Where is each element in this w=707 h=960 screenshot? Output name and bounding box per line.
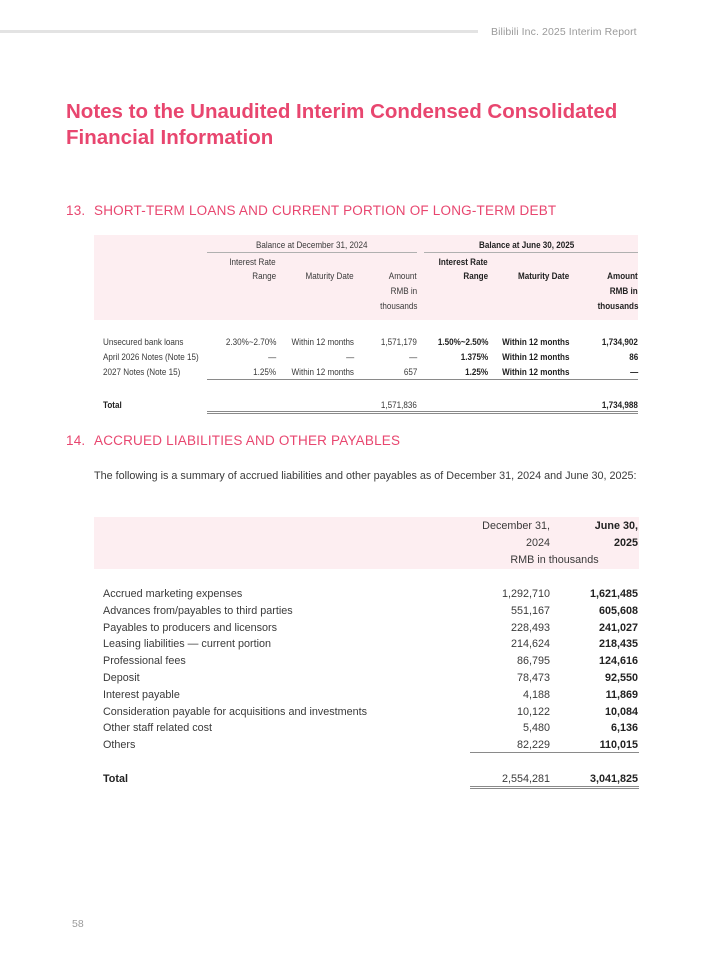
- page-number: 58: [72, 918, 84, 930]
- row-label: Professional fees: [103, 655, 186, 667]
- value-2025: 241,027: [598, 622, 638, 634]
- rate-2024: 2.30%~2.70%: [225, 337, 276, 347]
- col-rate-2024-l1: Interest Rate: [229, 257, 276, 267]
- value-2024: 86,795: [516, 655, 550, 667]
- amount-2025: —: [629, 367, 638, 377]
- value-2025: 605,608: [598, 605, 638, 617]
- value-2025: 124,616: [598, 655, 638, 667]
- group-2024-rule: [207, 252, 417, 253]
- section-13-heading: [66, 203, 556, 218]
- value-2024: 214,624: [510, 638, 550, 650]
- total-double-rule: [207, 411, 638, 414]
- value-2025: 110,015: [599, 739, 638, 751]
- amount-2024: —: [408, 352, 417, 362]
- col-maturity-2024: Maturity Date: [305, 271, 354, 281]
- group-header-2024: Balance at December 31, 2024: [256, 240, 368, 250]
- value-2025: 1,621,485: [589, 588, 638, 600]
- col-2025-l1: June 30,: [594, 520, 638, 532]
- section-14-number: 14.: [66, 433, 86, 448]
- value-2024: 78,473: [516, 672, 550, 684]
- report-header: Bilibili Inc. 2025 Interim Report: [491, 26, 637, 38]
- col-rate-2025-l1: Interest Rate: [439, 257, 488, 267]
- row-label: Interest payable: [103, 689, 180, 701]
- value-2024: 82,229: [516, 739, 550, 751]
- total-double-rule: [470, 786, 639, 789]
- section-14-heading: [66, 433, 400, 448]
- rate-2024: —: [267, 352, 276, 362]
- row-label: Others: [103, 739, 136, 751]
- row-label: Accrued marketing expenses: [103, 588, 243, 600]
- col-amount-2025-l1: Amount: [607, 271, 638, 281]
- total-2025: 1,734,988: [602, 400, 638, 410]
- maturity-2024: Within 12 months: [291, 337, 354, 347]
- maturity-2024: Within 12 months: [291, 367, 354, 377]
- total-label: Total: [103, 773, 128, 785]
- rate-2024: 1.25%: [253, 367, 276, 377]
- value-2025: 218,435: [598, 638, 638, 650]
- header-rule: [0, 30, 478, 33]
- col-amount-2024-l3: thousands: [379, 301, 417, 311]
- row-label: April 2026 Notes (Note 15): [103, 352, 199, 362]
- unit-label: RMB in thousands: [510, 554, 599, 566]
- maturity-2025: Within 12 months: [501, 352, 569, 362]
- col-amount-2025-l2: RMB in: [610, 286, 638, 296]
- value-2024: 4,188: [522, 689, 550, 701]
- col-maturity-2025: Maturity Date: [517, 271, 569, 281]
- total-2024: 2,554,281: [501, 773, 550, 785]
- value-2024: 10,122: [516, 706, 550, 718]
- col-2024-l2: 2024: [525, 537, 550, 549]
- value-2024: 551,167: [510, 605, 550, 617]
- rate-2025: 1.375%: [460, 352, 488, 362]
- col-2025-l2: 2025: [613, 537, 638, 549]
- section-13-title: SHORT-TERM LOANS AND CURRENT PORTION OF LONG-TERM DEBT: [94, 203, 557, 218]
- total-2024: 1,571,836: [381, 400, 417, 410]
- value-2025: 10,084: [604, 706, 638, 718]
- value-2024: 1,292,710: [501, 588, 550, 600]
- col-amount-2024-l2: RMB in: [390, 286, 417, 296]
- amount-2024: 657: [403, 367, 417, 377]
- section-14-intro: The following is a summary of accrued liabilities and other payables as of December 31, 2024 and June 30, 2025:: [94, 470, 637, 482]
- row-label: Payables to producers and licensors: [103, 622, 278, 634]
- row-label: Leasing liabilities — current portion: [103, 638, 272, 650]
- value-2025: 92,550: [604, 672, 638, 684]
- col-rate-2025-l2: Range: [463, 271, 488, 281]
- row-label: Deposit: [103, 672, 140, 684]
- rate-2025: 1.25%: [465, 367, 488, 377]
- rate-2025: 1.50%~2.50%: [437, 337, 488, 347]
- col-2024-l1: December 31,: [482, 520, 550, 532]
- row-label: Unsecured bank loans: [103, 337, 184, 347]
- value-2024: 228,493: [510, 622, 550, 634]
- amount-2025: 86: [628, 352, 638, 362]
- total-label: Total: [103, 400, 122, 410]
- page-title: Notes to the Unaudited Interim Condensed Consolidated Financial Information: [66, 100, 618, 149]
- col-rate-2024-l2: Range: [252, 271, 276, 281]
- maturity-2025: Within 12 months: [501, 367, 569, 377]
- row-label: 2027 Notes (Note 15): [103, 367, 181, 377]
- total-2025: 3,041,825: [589, 773, 638, 785]
- section-13-number: 13.: [66, 203, 86, 218]
- value-2024: 5,480: [522, 722, 550, 734]
- subtotal-rule: [207, 379, 638, 380]
- group-2025-rule: [424, 252, 638, 253]
- value-2025: 11,869: [605, 689, 638, 701]
- row-label: Other staff related cost: [103, 722, 213, 734]
- maturity-2024: —: [345, 352, 354, 362]
- value-2025: 6,136: [610, 722, 638, 734]
- row-label: Advances from/payables to third parties: [103, 605, 293, 617]
- maturity-2025: Within 12 months: [501, 337, 569, 347]
- col-amount-2025-l3: thousands: [597, 301, 638, 311]
- section-14-title: ACCRUED LIABILITIES AND OTHER PAYABLES: [94, 433, 401, 448]
- group-header-2025: Balance at June 30, 2025: [479, 240, 575, 250]
- amount-2025: 1,734,902: [602, 337, 638, 347]
- amount-2024: 1,571,179: [381, 337, 417, 347]
- subtotal-rule: [470, 752, 639, 753]
- col-amount-2024-l1: Amount: [389, 271, 417, 281]
- row-label: Consideration payable for acquisitions and investments: [103, 706, 368, 718]
